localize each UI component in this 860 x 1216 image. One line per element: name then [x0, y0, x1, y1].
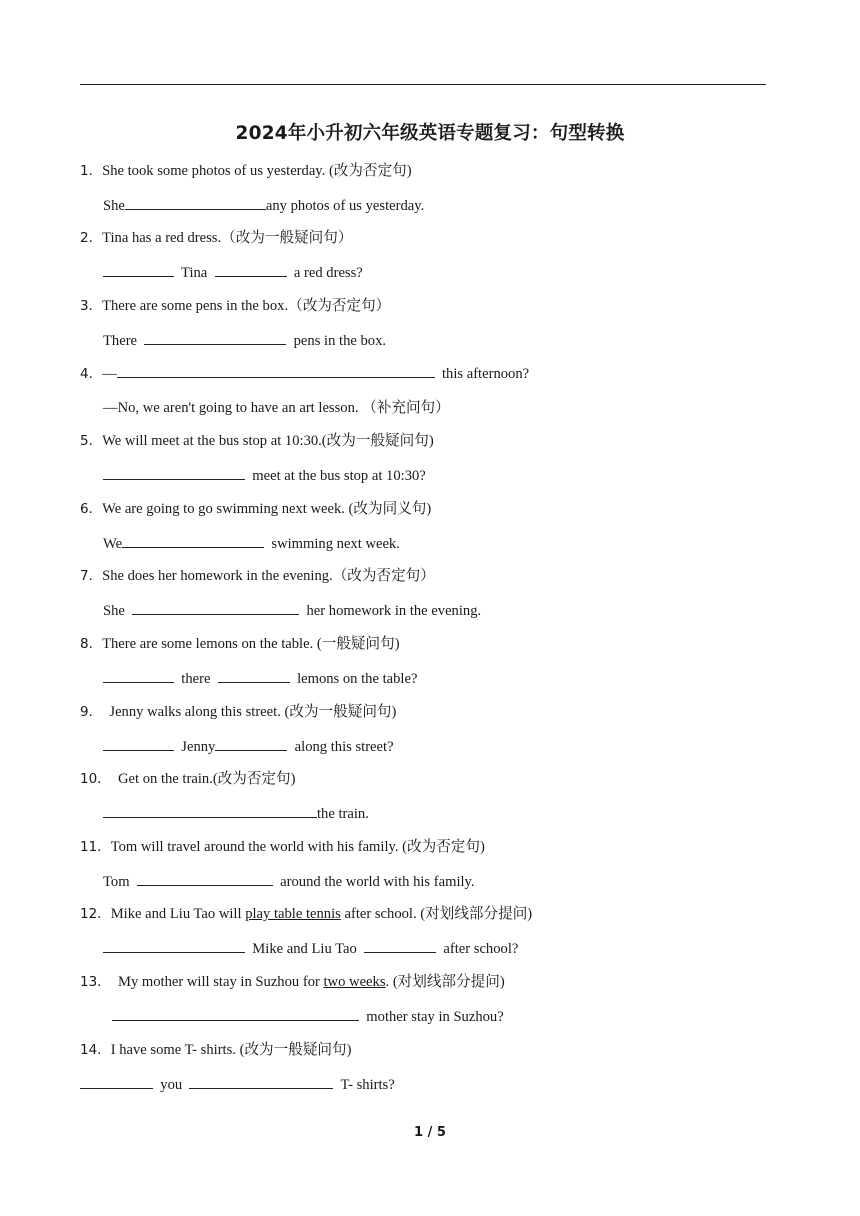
answer-text: along this street?	[294, 739, 394, 755]
question-text: after school. (对划线部分提问)	[340, 906, 533, 922]
page-title: 2024年小升初六年级英语专题复习：句型转换	[235, 123, 625, 144]
answer-text: mother stay in Suzhou?	[366, 1009, 504, 1025]
answer-blank[interactable]	[103, 465, 245, 480]
answer-blank[interactable]	[125, 195, 266, 210]
question-number: 13．	[80, 974, 111, 990]
answer-line-6	[103, 533, 400, 554]
question-13	[80, 972, 505, 992]
answer-text: you	[160, 1077, 183, 1093]
question-6	[80, 499, 431, 519]
question-5	[80, 431, 434, 451]
question-number: 4．	[80, 366, 103, 382]
answer-line-7	[103, 600, 481, 621]
answer-blank[interactable]	[117, 363, 435, 378]
answer-line-3	[103, 330, 386, 351]
question-number: 11．	[80, 839, 111, 855]
answer-text: Tom	[103, 874, 130, 890]
question-number: 3．	[80, 298, 103, 314]
answer-text: Jenny	[181, 739, 216, 755]
question-2	[80, 228, 352, 248]
page-number: 1 / 5	[414, 1125, 446, 1140]
question-number: 6．	[80, 501, 103, 517]
question-text: Jenny walks along this street. (改为一般疑问句)	[109, 704, 397, 720]
question-text: Mike and Liu Tao will	[110, 906, 246, 922]
question-text: There are some lemons on the table. (一般疑问句)	[102, 636, 400, 652]
answer-text: the train.	[317, 806, 369, 822]
answer-blank[interactable]	[189, 1074, 333, 1089]
answer-text: She	[103, 603, 125, 619]
answer-text: a red dress?	[293, 265, 363, 281]
answer-line-9	[103, 736, 394, 757]
answer-line-13	[112, 1006, 504, 1027]
answer-line-14	[80, 1074, 395, 1095]
question-number: 12．	[80, 906, 111, 922]
answer-line-11	[103, 871, 475, 892]
question-text: Tina has a red dress.（改为一般疑问句）	[102, 230, 353, 246]
answer-line-4	[103, 398, 450, 418]
question-number: 7．	[80, 568, 103, 584]
question-number: 5．	[80, 433, 103, 449]
question-text: Get on the train.(改为否定句)	[117, 771, 296, 787]
answer-text: after school?	[443, 941, 519, 957]
question-text: She took some photos of us yesterday. (改为否定句)	[102, 163, 412, 179]
answer-text: Mike and Liu Tao	[252, 941, 357, 957]
question-10	[80, 769, 296, 789]
question-11	[80, 837, 485, 857]
question-text: Tom will travel around the world with his family. (改为否定句)	[110, 839, 485, 855]
answer-blank[interactable]	[215, 262, 287, 277]
answer-text: around the world with his family.	[280, 874, 475, 890]
answer-text: her homework in the evening.	[306, 603, 482, 619]
header-rule	[80, 84, 766, 85]
question-14	[80, 1040, 351, 1060]
question-4	[80, 363, 529, 384]
answer-blank[interactable]	[80, 1074, 153, 1089]
question-text: She does her homework in the evening.（改为否定句）	[102, 568, 435, 584]
question-text: We are going to go swimming next week. (改为同义句)	[102, 501, 432, 517]
question-text: . (对划线部分提问)	[385, 974, 505, 990]
answer-blank[interactable]	[122, 533, 264, 548]
question-7	[80, 566, 435, 586]
question-number: 10．	[80, 771, 111, 787]
answer-text: there	[181, 671, 211, 687]
answer-blank[interactable]	[112, 1006, 359, 1021]
answer-text: T- shirts?	[340, 1077, 395, 1093]
answer-text: There	[103, 333, 138, 349]
question-text: We will meet at the bus stop at 10:30.(改为一般疑问句)	[102, 433, 434, 449]
answer-text: We	[103, 536, 123, 552]
answer-blank[interactable]	[364, 938, 436, 953]
question-1	[80, 161, 412, 181]
answer-text: Tina	[181, 265, 208, 281]
answer-line-1	[103, 195, 424, 216]
question-text: this afternoon?	[441, 366, 530, 382]
question-8	[80, 634, 400, 654]
dash: —	[102, 366, 117, 382]
underlined-phrase: two weeks	[323, 974, 386, 990]
answer-line-12	[103, 938, 518, 959]
answer-blank[interactable]	[103, 938, 245, 953]
answer-blank[interactable]	[132, 600, 299, 615]
answer-blank[interactable]	[215, 736, 287, 751]
question-text: There are some pens in the box.（改为否定句）	[102, 298, 391, 314]
answer-line-2	[103, 262, 363, 283]
answer-text: swimming next week.	[271, 536, 400, 552]
question-number: 2．	[80, 230, 103, 246]
question-3	[80, 296, 390, 316]
answer-text: pens in the box.	[293, 333, 387, 349]
answer-blank[interactable]	[103, 668, 174, 683]
answer-text: She	[103, 198, 125, 214]
question-number: 8．	[80, 636, 103, 652]
answer-blank[interactable]	[103, 803, 317, 818]
underlined-phrase: play table tennis	[245, 906, 341, 922]
answer-text: meet at the bus stop at 10:30?	[252, 468, 426, 484]
answer-blank[interactable]	[137, 871, 273, 886]
answer-text: any photos of us yesterday.	[265, 198, 425, 214]
question-number: 1．	[80, 163, 103, 179]
question-12	[80, 904, 532, 924]
answer-line-10	[103, 803, 369, 824]
answer-blank[interactable]	[103, 262, 174, 277]
answer-line-5	[103, 465, 426, 486]
question-number: 14．	[80, 1042, 111, 1058]
answer-line-8	[103, 668, 417, 689]
answer-blank[interactable]	[144, 330, 286, 345]
answer-text: —No, we aren't going to have an art lesson. （补充问句）	[103, 400, 450, 416]
answer-blank[interactable]	[218, 668, 290, 683]
answer-blank[interactable]	[103, 736, 174, 751]
question-text: I have some T- shirts. (改为一般疑问句)	[110, 1042, 352, 1058]
question-9	[80, 702, 396, 722]
question-text: My mother will stay in Suzhou for	[117, 974, 324, 990]
answer-text: lemons on the table?	[297, 671, 418, 687]
question-number: 9．	[80, 704, 103, 720]
